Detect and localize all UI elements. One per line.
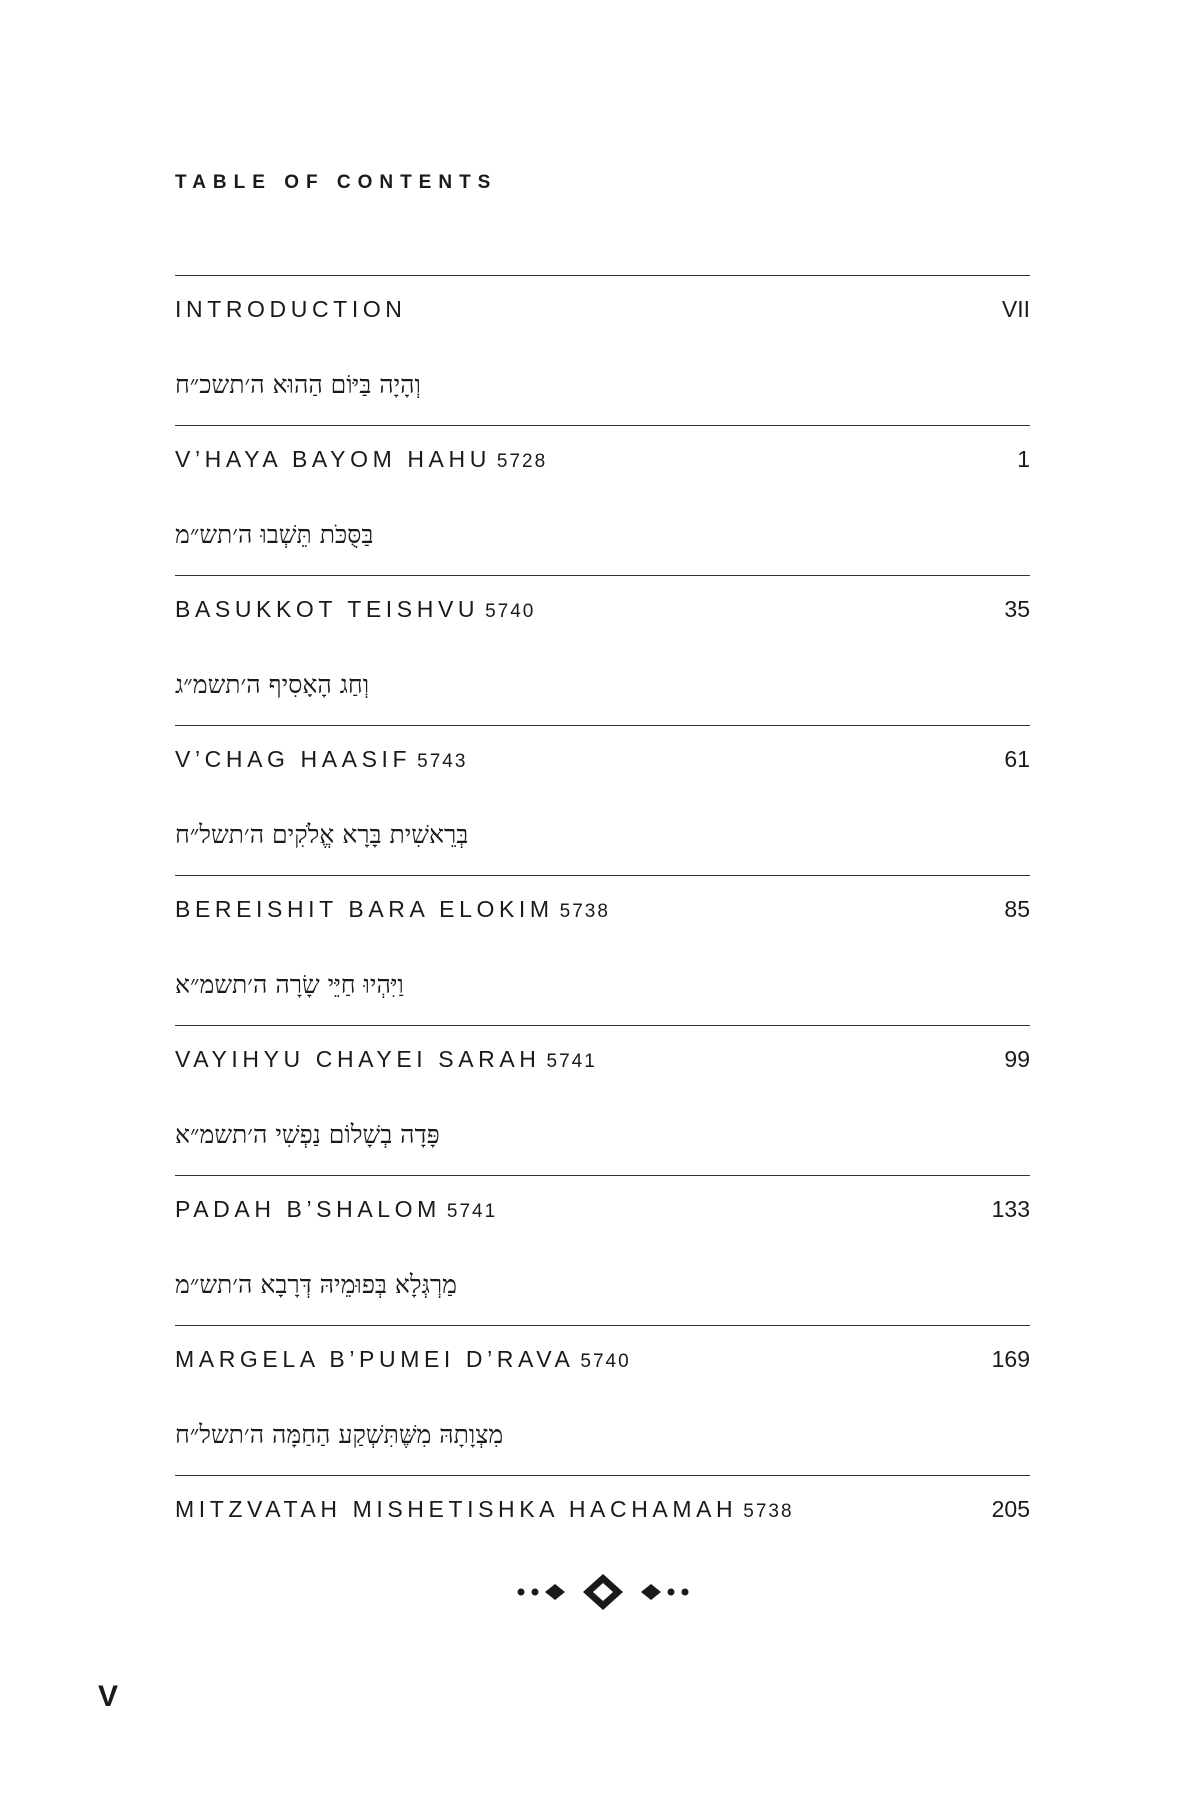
- toc-entry-title: [175, 1196, 497, 1223]
- toc-entry[interactable]: [175, 575, 1030, 636]
- toc-entry-hebrew-title: וְחַג הָאָסִיף ה׳תשמ״ג: [175, 670, 370, 699]
- toc-entry-title-text: BEREISHIT BARA ELOKIM: [175, 896, 554, 922]
- toc-entry-year: 5741: [446, 1201, 498, 1222]
- toc-entry-introduction[interactable]: [175, 275, 1030, 336]
- toc-entry-page: 169: [991, 1346, 1030, 1372]
- toc-entry-title: [175, 746, 467, 773]
- toc-entry-page: 85: [1004, 896, 1030, 922]
- toc-entry-year: 5740: [580, 1351, 631, 1372]
- toc-entry[interactable]: [175, 1175, 1030, 1236]
- toc-entry-hebrew-title: מַרְגְּלָא בְּפוּמֵיהּ דְּרָבָא ה׳תש״מ: [175, 1270, 457, 1299]
- toc-entry-title-text: MITZVATAH MISHETISHKA HACHAMAH: [175, 1496, 738, 1522]
- page-number: V: [98, 1680, 119, 1713]
- toc-entry-title: [175, 1346, 631, 1373]
- toc-entry-year: 5738: [743, 1501, 794, 1522]
- toc-entry-year: 5743: [417, 751, 468, 772]
- toc-entry-hebrew-title: בְּרֵאשִׁית בָּרָא אֱלֹקִים ה׳תשל״ח: [175, 820, 469, 849]
- toc-entry-title-text: MARGELA B’PUMEI D’RAVA: [175, 1346, 575, 1372]
- toc-entry-page: 205: [991, 1496, 1030, 1522]
- toc-entry-page: 133: [991, 1196, 1030, 1222]
- toc-entry-title-text: V’HAYA BAYOM HAHU: [175, 446, 491, 472]
- toc-entry-hebrew-title: פָּדָה בְשָׁלוֹם נַפְשִׁי ה׳תשמ״א: [175, 1120, 440, 1149]
- toc-entry-page: 35: [1004, 596, 1030, 622]
- toc-entry-title: [175, 596, 535, 623]
- toc-entry-hebrew-title: וְהָיָה בַּיּוֹם הַהוּא ה׳תשכ״ח: [175, 370, 421, 399]
- page-heading: TABLE OF CONTENTS: [175, 172, 498, 193]
- toc-entry-title-text: BASUKKOT TEISHVU: [175, 596, 480, 622]
- toc-entry-hebrew-title: בַּסֻּכֹּת תֵּשְׁבוּ ה׳תש״מ: [175, 520, 374, 549]
- toc-entry-title: INTRODUCTION: [175, 296, 407, 322]
- toc-entry-page: 61: [1004, 746, 1030, 772]
- toc-entry-page: VII: [1001, 296, 1030, 322]
- toc-entry-title-text: V’CHAG HAASIF: [175, 746, 412, 772]
- toc-entry[interactable]: [175, 725, 1030, 786]
- toc-entry-year: 5728: [496, 451, 548, 472]
- toc-entry-year: 5738: [559, 901, 610, 922]
- toc-entry-title: [175, 896, 610, 923]
- ornament-divider-icon: [515, 1574, 691, 1610]
- toc-entry-title: [175, 446, 547, 473]
- toc-entry[interactable]: [175, 1325, 1030, 1386]
- toc-entry-title: [175, 1496, 794, 1523]
- toc-entry-hebrew-title: מִצְוָתָהּ מִשֶּׁתִּשְׁקַע הַחַמָּה ה׳תשל״ח: [175, 1420, 504, 1449]
- toc-entry-year: 5740: [485, 601, 536, 622]
- toc-entry[interactable]: [175, 1475, 1030, 1536]
- toc-entry[interactable]: [175, 425, 1030, 486]
- toc-entry-title-text: PADAH B’SHALOM: [175, 1196, 441, 1222]
- toc-entry[interactable]: [175, 875, 1030, 936]
- toc-entry-title-text: VAYIHYU CHAYEI SARAH: [175, 1046, 541, 1072]
- toc-entry-year: 5741: [546, 1051, 597, 1072]
- toc-entry-hebrew-title: וַיִּהְיוּ חַיֵּי שָׂרָה ה׳תשמ״א: [175, 970, 404, 999]
- toc-entry-title: [175, 1046, 597, 1073]
- toc-entry-page: 1: [1017, 446, 1030, 472]
- toc-entry-page: 99: [1004, 1046, 1030, 1072]
- toc-entry[interactable]: [175, 1025, 1030, 1086]
